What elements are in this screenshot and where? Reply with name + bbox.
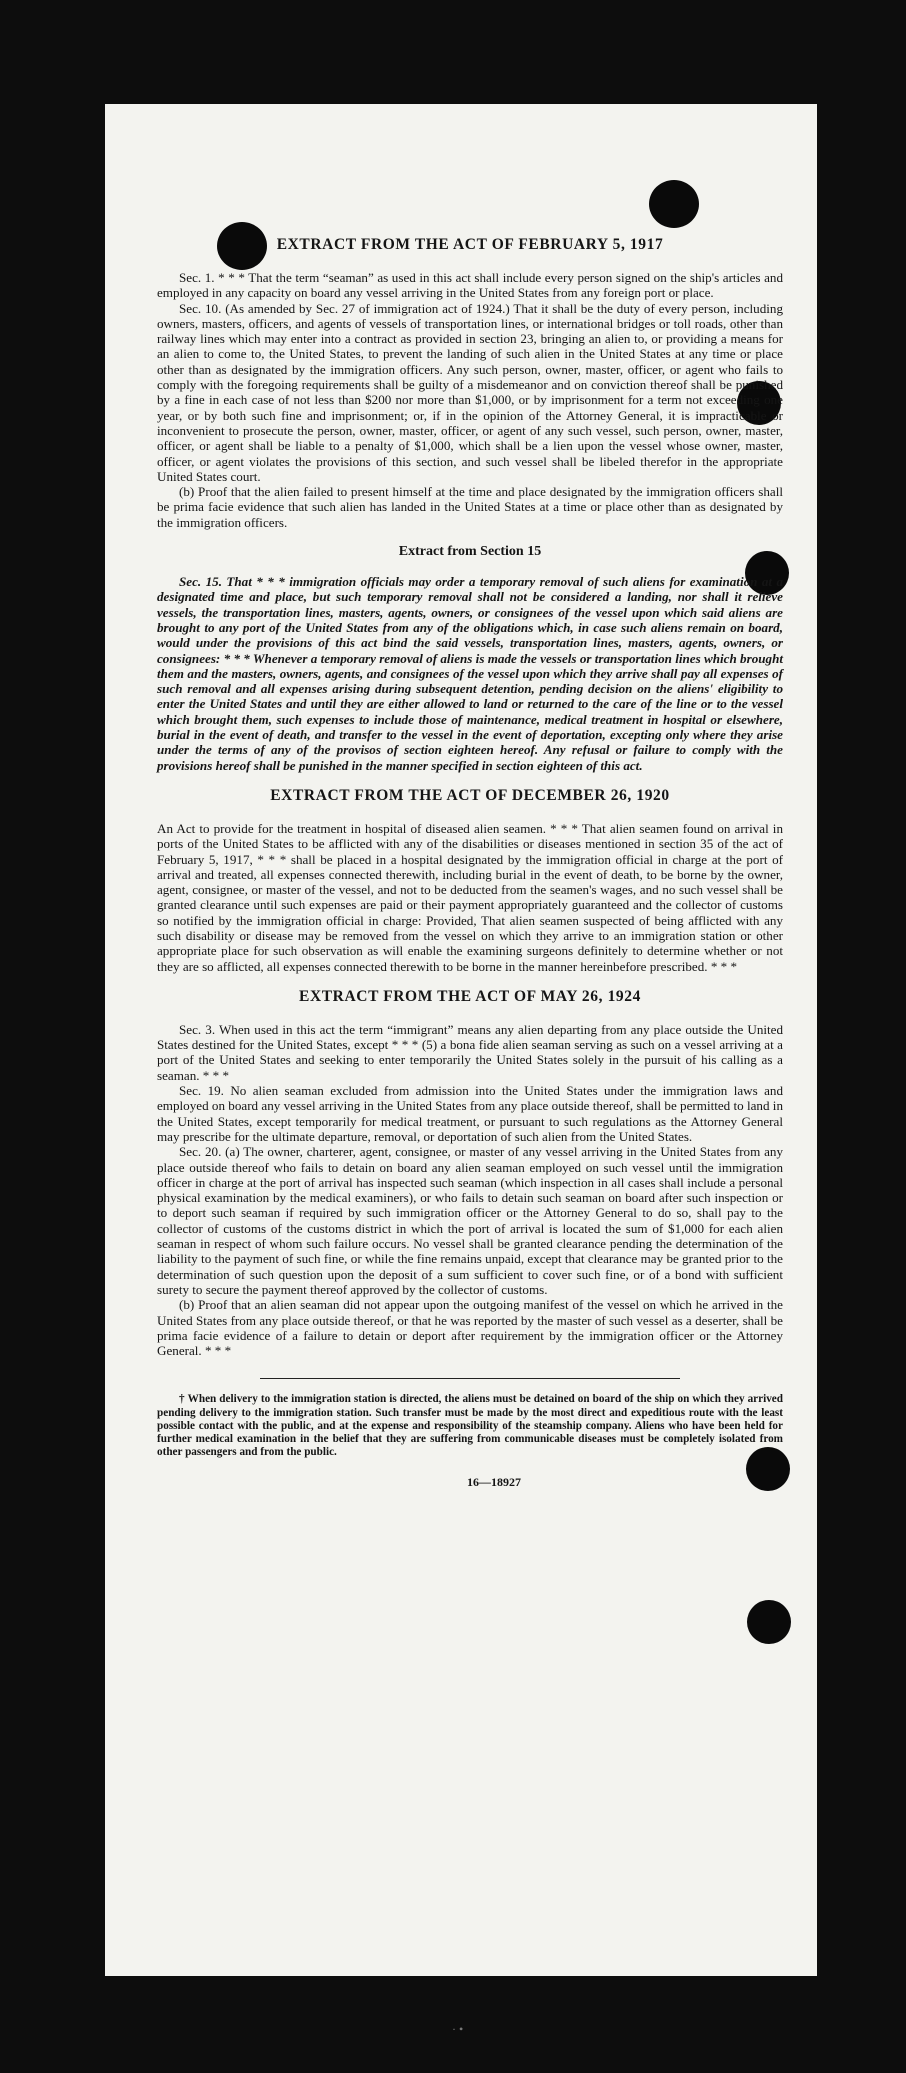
section-15-paragraph: Sec. 15. That * * * immigration officials may order a temporary removal of such aliens for examination at a designated time and place, but such temporary removal shall not be considered a landing, nor shall it relieve vessels, the transportation lines, masters, agents, owners, or consignees of the vessel upon which said aliens are brought to any port of the United States from any of the obligations which, in case such aliens remain on board, would under the provisions of this act bind the said vessels, transportation lines, masters, agents, owners, or consignees: * * * Whenever a temporary removal of aliens is made the vessels or transportation lines which brought them and the masters, owners, agents, and consignees of the vessel upon which they arrive shall pay all expenses of such removal and all expenses arising during subsequent detention, pending decision on the aliens' eligibility to enter the United States and until they are either allowed to land or returned to the care of the line or to the vessel which brought them, such expenses to include those of maintenance, medical treatment in hospital or elsewhere, burial in the event of death, and transfer to the vessel in the event of deportation, excepting only where they arise under the terms of any of the provisos of section eighteen hereof. Any refusal or failure to comply with the provisions hereof shall be punished in the manner specified in section eighteen of this act.: [157, 574, 783, 773]
punch-hole-top-right: [649, 180, 699, 228]
heading-act-1924: EXTRACT FROM THE ACT OF MAY 26, 1924: [299, 987, 641, 1005]
heading-act-1920: EXTRACT FROM THE ACT OF DECEMBER 26, 1920: [270, 786, 670, 804]
act-1920-paragraph: An Act to provide for the treatment in hospital of diseased alien seamen. * * * That alien seamen found on arrival in ports of the United States to be afflicted with any of the disabilities or diseases mentioned in section 35 of the act of February 5, 1917, * * * shall be placed in a hospital designated by the immigration official in charge at the port of arrival and treated, all expenses connected therewith, including burial in the event of death, to be borne by the owner, agent, consignee, or master of the vessel, and not to be deducted from the seamen's wages, and no such vessel shall be granted clearance until such expenses are paid or their payment appropriately guaranteed and the collector of customs so notified by the immigration official in charge: Provided, That alien seamen suspected of being afflicted with any such disability or disease may be removed from the vessel on which they arrive to an immigration station or other appropriate place for such observation as will enable the examining surgeons definitely to determine whether or not they are so afflicted, all expenses connected therewith to be borne in the manner hereinbefore prescribed. * * *: [157, 820, 783, 974]
section-1-paragraph: Sec. 1. * * * That the term “seaman” as used in this act shall include every person signed on the ship's articles and employed in any capacity on board any vessel arriving in the United States from any foreign port or place.: [157, 270, 783, 301]
punch-hole-right-4: [747, 1600, 791, 1644]
heading-section-15: Extract from Section 15: [398, 544, 542, 560]
heading-act-1917: EXTRACT FROM THE ACT OF FEBRUARY 5, 1917: [276, 236, 664, 253]
footnote: † When delivery to the immigration station is directed, the aliens must be detained on board of the ship on which they arrived pending delivery to the immigration station. Such transfer must be made by the most direct and expeditious route with the least possible contact with the public, and at the expense and responsibility of the steamship company. Aliens who have been held for further medical examination in the belief that they are suffering from communicable diseases must be completely isolated from other passengers and from the public.: [157, 1393, 783, 1459]
section-20b-paragraph: (b) Proof that an alien seaman did not appear upon the outgoing manifest of the vessel on which he arrived in the United States from any place outside thereof, or that he was reported by the master of such vessel as a deserter, shall be prima facie evidence of a failure to detain or deport after requirement by the immigration officer or the Attorney General. * * *: [157, 1297, 783, 1359]
section-3-paragraph: Sec. 3. When used in this act the term “immigrant” means any alien departing from any place outside the United States destined for the United States, except * * * (5) a bona fide alien seaman serving as such on a vessel arriving at a port of the United States and seeking to enter temporarily the United States solely in the pursuit of his calling as a seaman. * * *: [157, 1021, 783, 1083]
section-19-paragraph: Sec. 19. No alien seaman excluded from admission into the United States under the immigration laws and employed on board any vessel arriving in the United States from any place outside thereof, shall be permitted to land in the United States, except temporarily for medical treatment, or pursuant to such regulations as the Attorney General may prescribe for the ultimate departure, removal, or deportation of such alien from the United States.: [157, 1083, 783, 1144]
section-10b-paragraph: (b) Proof that the alien failed to present himself at the time and place designated by the immigration officers shall be prima facie evidence that such alien has landed in the United States at a time or place other than as designated by the immigration officers.: [157, 484, 783, 530]
section-20a-paragraph: Sec. 20. (a) The owner, charterer, agent, consignee, or master of any vessel arriving in the United States from any place outside thereof who fails to detain on board any alien seaman employed on such vessel until the immigration officer in charge at the port of arrival has inspected such seaman (which inspection in all cases shall include a personal physical examination by the medical examiners), or who fails to detain such seaman on board after such inspection or to deport such seaman if required by such immigration officer or the Attorney General to do so, shall pay to the collector of customs of the customs district in which the port of arrival is located the sum of $1,000 for each alien seaman in respect of whom such failure occurs. No vessel shall be granted clearance pending the determination of the liability to the payment of such fine, or while the fine remains unpaid, except that clearance may be granted prior to the determination of such question upon the deposit of a sum sufficient to cover such fine, or of a bond with sufficient surety to secure the payment thereof approved by the collector of customs.: [157, 1144, 783, 1297]
section-10-paragraph: Sec. 10. (As amended by Sec. 27 of immigration act of 1924.) That it shall be the duty of every person, including owners, masters, officers, and agents of vessels of transportation lines, or international bridges or toll roads, other than railway lines which may enter into a contract as provided in section 23, bringing an alien to, or providing a means for an alien to come to, the United States, to prevent the landing of such alien in the United States at any time or place other than as designated by the immigration officers. Any such person, owner, master, officer, or agent who fails to comply with the foregoing requirements shall be guilty of a misdemeanor and on conviction thereof shall be punished by a fine in each case of not less than $200 nor more than $1,000, or by imprisonment for a term not exceeding one year, or by both such fine and imprisonment; or, if in the opinion of the Attorney General, it is impracticable or inconvenient to prosecute the person, owner, master, officer, or agent of any such vessel, such person, owner, master, officer, or agent shall be liable to a penalty of $1,000, which shall be a lien upon the vessel whose owner, master, officer, or agent violates the provisions of this section, and such vessel shall be libeled therefor in the appropriate United States court.: [157, 300, 783, 484]
bottom-mark: · •: [452, 2022, 464, 2036]
document-sheet: [105, 104, 817, 1976]
document-body: [157, 236, 783, 1490]
page-number: 16—18927: [467, 1475, 521, 1490]
footnote-divider: [260, 1378, 680, 1379]
